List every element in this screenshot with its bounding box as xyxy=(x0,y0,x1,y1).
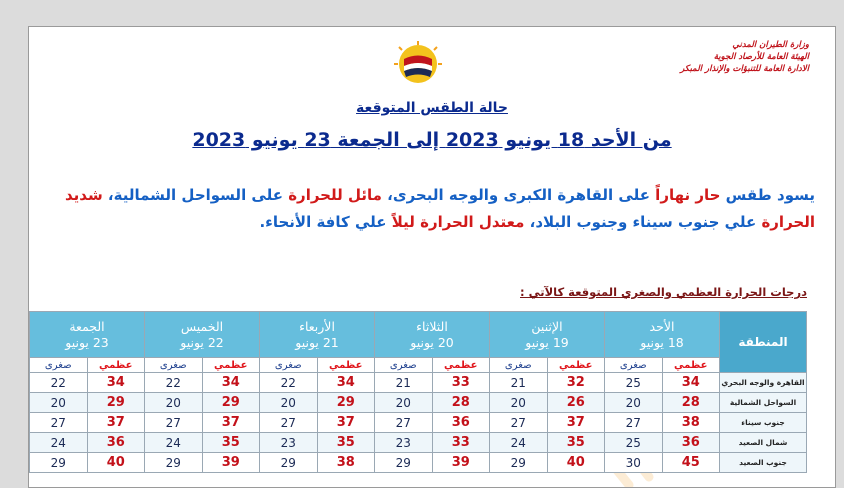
min-label: صغرى xyxy=(605,358,663,373)
max-temp-cell: 39 xyxy=(432,453,490,473)
day-header xyxy=(145,312,260,358)
forecast-description xyxy=(51,182,815,236)
day-header xyxy=(30,312,145,358)
min-temp-cell: 23 xyxy=(375,433,433,453)
min-temp-cell: 22 xyxy=(260,373,318,393)
table-row xyxy=(30,433,807,453)
max-temp-cell: 37 xyxy=(547,413,605,433)
min-temp-cell: 20 xyxy=(490,393,548,413)
min-label: صغرى xyxy=(490,358,548,373)
region-name: جنوب الصعيد xyxy=(720,453,807,473)
max-temp-cell: 35 xyxy=(547,433,605,453)
max-temp-cell: 29 xyxy=(202,393,260,413)
table-title: درجات الحرارة العظمي والصغري المتوقعة كالآتي : xyxy=(520,285,807,299)
max-temp-cell: 34 xyxy=(662,373,720,393)
max-temp-cell: 36 xyxy=(662,433,720,453)
day-name: الأربعاء xyxy=(299,318,335,334)
day-name: الإثنين xyxy=(531,318,563,334)
max-temp-cell: 40 xyxy=(87,453,145,473)
max-temp-cell: 28 xyxy=(662,393,720,413)
ministry-header xyxy=(680,39,809,75)
day-header xyxy=(490,312,605,358)
max-temp-cell: 45 xyxy=(662,453,720,473)
description-part: شديد الحرارة xyxy=(64,186,815,231)
description-part: يسود طقس xyxy=(720,186,815,204)
description-part: علي جنوب سيناء وجنوب البلاد، xyxy=(524,213,762,231)
region-name: السواحل الشمالية xyxy=(720,393,807,413)
min-temp-cell: 27 xyxy=(490,413,548,433)
max-temp-cell: 38 xyxy=(317,453,375,473)
description-part: على السواحل الشمالية، xyxy=(102,186,289,204)
day-date: 23 يونيو xyxy=(65,334,109,350)
day-name: الجمعة xyxy=(69,318,105,334)
max-temp-cell: 28 xyxy=(432,393,490,413)
min-temp-cell: 25 xyxy=(605,373,663,393)
max-label: عظمي xyxy=(317,358,375,373)
region-name: القاهرة والوجه البحري xyxy=(720,373,807,393)
min-temp-cell: 20 xyxy=(260,393,318,413)
max-temp-cell: 34 xyxy=(87,373,145,393)
max-label: عظمي xyxy=(432,358,490,373)
min-temp-cell: 24 xyxy=(30,433,88,453)
max-temp-cell: 36 xyxy=(432,413,490,433)
authority-line: الهيئة العامة للأرصاد الجوية xyxy=(713,52,809,62)
day-name: الثلاثاء xyxy=(416,318,448,334)
max-temp-cell: 39 xyxy=(202,453,260,473)
min-temp-cell: 21 xyxy=(490,373,548,393)
max-label: عظمي xyxy=(202,358,260,373)
min-temp-cell: 27 xyxy=(145,413,203,433)
day-date: 22 يونيو xyxy=(180,334,224,350)
max-temp-cell: 26 xyxy=(547,393,605,413)
table-row xyxy=(30,413,807,433)
max-temp-cell: 29 xyxy=(317,393,375,413)
max-temp-cell: 34 xyxy=(317,373,375,393)
max-temp-cell: 37 xyxy=(202,413,260,433)
table-row xyxy=(30,393,807,413)
table-row xyxy=(30,453,807,473)
max-temp-cell: 33 xyxy=(432,373,490,393)
meteorology-logo-icon xyxy=(386,39,450,89)
region-column-header: المنطقة xyxy=(720,312,807,373)
max-temp-cell: 35 xyxy=(202,433,260,453)
temperature-table xyxy=(29,311,807,473)
min-temp-cell: 25 xyxy=(605,433,663,453)
description-part: على القاهرة الكبرى والوجه البحرى، xyxy=(381,186,656,204)
max-temp-cell: 38 xyxy=(662,413,720,433)
max-label: عظمي xyxy=(662,358,720,373)
day-name: الأحد xyxy=(649,318,675,334)
max-temp-cell: 40 xyxy=(547,453,605,473)
description-part: علي كافة الأنحاء. xyxy=(259,213,392,231)
min-temp-cell: 27 xyxy=(605,413,663,433)
day-header xyxy=(375,312,490,358)
max-label: عظمي xyxy=(547,358,605,373)
min-temp-cell: 22 xyxy=(30,373,88,393)
min-temp-cell: 27 xyxy=(375,413,433,433)
min-label: صغرى xyxy=(30,358,88,373)
min-temp-cell: 29 xyxy=(490,453,548,473)
day-date: 19 يونيو xyxy=(525,334,569,350)
max-temp-cell: 33 xyxy=(432,433,490,453)
min-temp-cell: 20 xyxy=(30,393,88,413)
max-temp-cell: 37 xyxy=(87,413,145,433)
day-header xyxy=(260,312,375,358)
min-label: صغرى xyxy=(375,358,433,373)
ministry-line: وزارة الطيران المدني xyxy=(732,40,809,50)
department-line: الادارة العامة للتنبؤات والإنذار المبكر xyxy=(680,64,809,74)
min-temp-cell: 20 xyxy=(375,393,433,413)
description-part: معتدل الحرارة ليلاً xyxy=(391,213,525,231)
region-name: جنوب سيناء xyxy=(720,413,807,433)
min-temp-cell: 29 xyxy=(375,453,433,473)
min-temp-cell: 29 xyxy=(260,453,318,473)
day-header xyxy=(605,312,720,358)
min-temp-cell: 24 xyxy=(145,433,203,453)
description-part: حار نهاراً xyxy=(655,186,721,204)
min-temp-cell: 29 xyxy=(30,453,88,473)
day-name: الخميس xyxy=(180,318,224,334)
day-date: 20 يونيو xyxy=(410,334,454,350)
day-date: 21 يونيو xyxy=(295,334,339,350)
max-temp-cell: 37 xyxy=(317,413,375,433)
max-temp-cell: 32 xyxy=(547,373,605,393)
region-name: شمال الصعيد xyxy=(720,433,807,453)
min-temp-cell: 21 xyxy=(375,373,433,393)
max-temp-cell: 29 xyxy=(87,393,145,413)
max-temp-cell: 35 xyxy=(317,433,375,453)
max-temp-cell: 36 xyxy=(87,433,145,453)
min-temp-cell: 20 xyxy=(605,393,663,413)
min-temp-cell: 29 xyxy=(145,453,203,473)
min-temp-cell: 27 xyxy=(30,413,88,433)
min-temp-cell: 27 xyxy=(260,413,318,433)
max-label: عظمي xyxy=(87,358,145,373)
min-temp-cell: 20 xyxy=(145,393,203,413)
min-temp-cell: 23 xyxy=(260,433,318,453)
date-range: من الأحد 18 يونيو 2023 إلى الجمعة 23 يونيو 2023 xyxy=(192,129,672,151)
day-date: 18 يونيو xyxy=(640,334,684,350)
min-label: صغرى xyxy=(260,358,318,373)
page-title: حالة الطقس المتوقعة xyxy=(356,100,508,116)
max-temp-cell: 34 xyxy=(202,373,260,393)
min-temp-cell: 24 xyxy=(490,433,548,453)
bulletin-page xyxy=(28,26,836,488)
min-label: صغرى xyxy=(145,358,203,373)
description-part: مائل للحرارة xyxy=(288,186,382,204)
table-row xyxy=(30,373,807,393)
min-temp-cell: 30 xyxy=(605,453,663,473)
min-temp-cell: 22 xyxy=(145,373,203,393)
